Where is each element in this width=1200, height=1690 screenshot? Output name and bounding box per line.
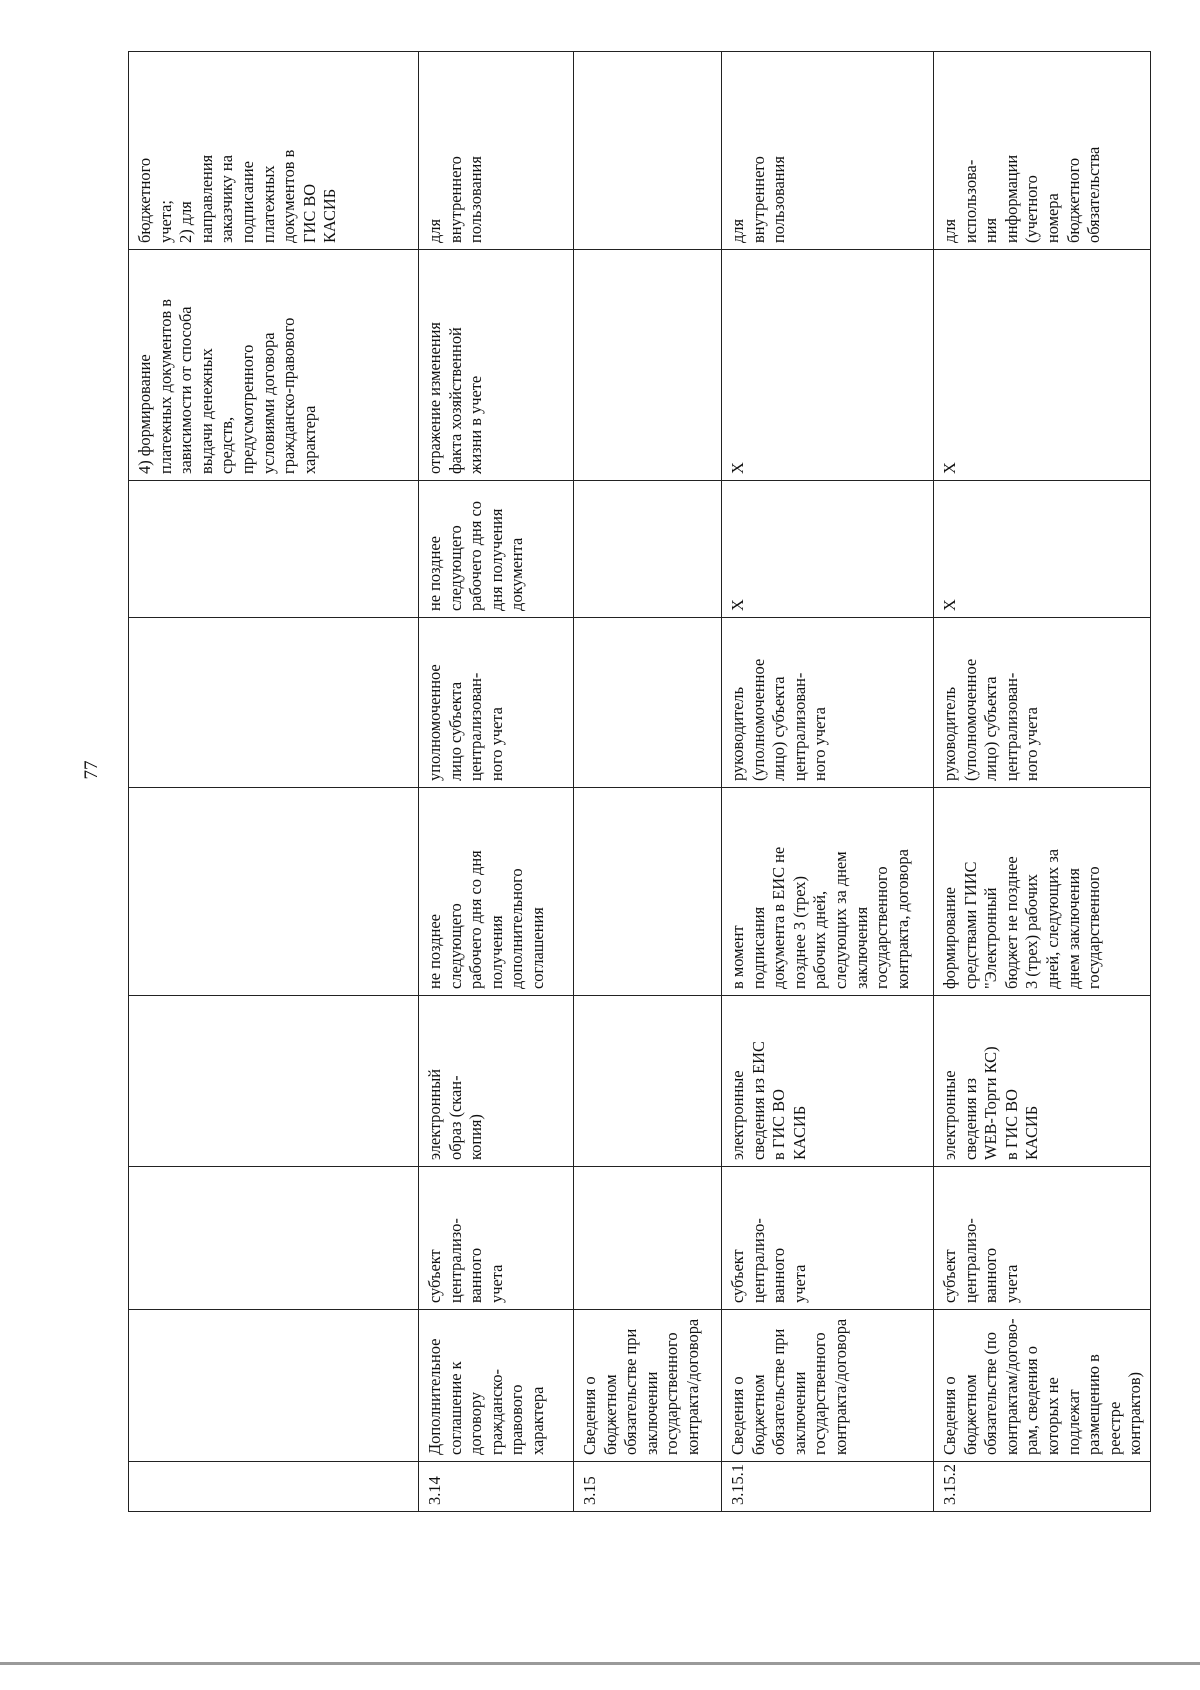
table-row (574, 52, 722, 1512)
format-cell: электронные сведения из ЕИС в ГИС ВО КАСИБ (722, 996, 934, 1167)
table-row (419, 52, 574, 1512)
document-name-cell (129, 1310, 419, 1462)
processing-cell (574, 250, 722, 481)
originator-cell: субъект централизо- ванного учета (419, 1167, 574, 1310)
creation-deadline-cell: в момент подписания документа в ЕИС не позднее 3 (трех) рабочих дней, следующих за днем заключения государственного контракта, договора (722, 788, 934, 996)
creation-deadline-cell (574, 788, 722, 996)
scan-edge-line (0, 1662, 1200, 1665)
processing-cell: Х (722, 250, 934, 481)
format-cell (129, 996, 419, 1167)
processing-cell: отражение изменения факта хозяйственной жизни в учете (419, 250, 574, 481)
purpose-cell: бюджетного учета; 2) для направления заказчику на подписание платежных документов в ГИС ВО КАСИБ (129, 52, 419, 250)
signer-cell (574, 618, 722, 788)
purpose-cell: для внутреннего пользования (722, 52, 934, 250)
signer-cell: уполномоченное лицо субъекта централизован- ного учета (419, 618, 574, 788)
signer-cell (129, 618, 419, 788)
transfer-deadline-cell: не позднее следующего рабочего дня со дня получения документа (419, 481, 574, 618)
document-name-cell: Сведения о бюджетном обязательстве при заключении государственного контракта/договора (574, 1310, 722, 1462)
row-number-cell: 3.14 (419, 1462, 574, 1512)
processing-cell: 4) формирование платежных документов в зависимости от способа выдачи денежных средств, предусмотренного условиями договора гражданско-правового характера (129, 250, 419, 481)
records-table (128, 51, 1151, 1512)
row-number-cell: 3.15 (574, 1462, 722, 1512)
document-name-cell: Сведения о бюджетном обязательстве (по контрактам/догово- рам, сведения о которых не подлежат размещению в реестре контрактов) (934, 1310, 1151, 1462)
transfer-deadline-cell (574, 481, 722, 618)
document-name-cell: Сведения о бюджетном обязательстве при заключении государственного контракта/договора (722, 1310, 934, 1462)
row-number-cell (129, 1462, 419, 1512)
signer-cell: руководитель (уполномоченное лицо) субъекта централизован- ного учета (722, 618, 934, 788)
processing-cell: Х (934, 250, 1151, 481)
originator-cell: субъект централизо- ванного учета (722, 1167, 934, 1310)
originator-cell: субъект централизо- ванного учета (934, 1167, 1151, 1310)
transfer-deadline-cell: Х (934, 481, 1151, 618)
purpose-cell: для использова- ния информации (учетного номера бюджетного обязательства (934, 52, 1151, 250)
creation-deadline-cell: формирование средствами ГИИС "Электронный бюджет не позднее 3 (трех) рабочих дней, следующих за днем заключения государственного (934, 788, 1151, 996)
signer-cell: руководитель (уполномоченное лицо) субъекта централизован- ного учета (934, 618, 1151, 788)
table-row (722, 52, 934, 1512)
page-number: 77 (81, 760, 102, 780)
transfer-deadline-cell: Х (722, 481, 934, 618)
table-body (129, 52, 1151, 1512)
transfer-deadline-cell (129, 481, 419, 618)
document-name-cell: Дополнительное соглашение к договору гражданско- правового характера (419, 1310, 574, 1462)
purpose-cell (574, 52, 722, 250)
table-row (129, 52, 419, 1512)
originator-cell (129, 1167, 419, 1310)
originator-cell (574, 1167, 722, 1310)
format-cell (574, 996, 722, 1167)
creation-deadline-cell (129, 788, 419, 996)
row-number-cell: 3.15.1 (722, 1462, 934, 1512)
row-number-cell: 3.15.2 (934, 1462, 1151, 1512)
format-cell: электронный образ (скан- копия) (419, 996, 574, 1167)
rotated-table-container (128, 52, 1148, 1512)
format-cell: электронные сведения из WEB-Торги КС) в ГИС ВО КАСИБ (934, 996, 1151, 1167)
table-row (934, 52, 1151, 1512)
table-wrapper (128, 52, 1148, 1512)
purpose-cell: для внутреннего пользования (419, 52, 574, 250)
creation-deadline-cell: не позднее следующего рабочего дня со дня получения дополнительного соглашения (419, 788, 574, 996)
